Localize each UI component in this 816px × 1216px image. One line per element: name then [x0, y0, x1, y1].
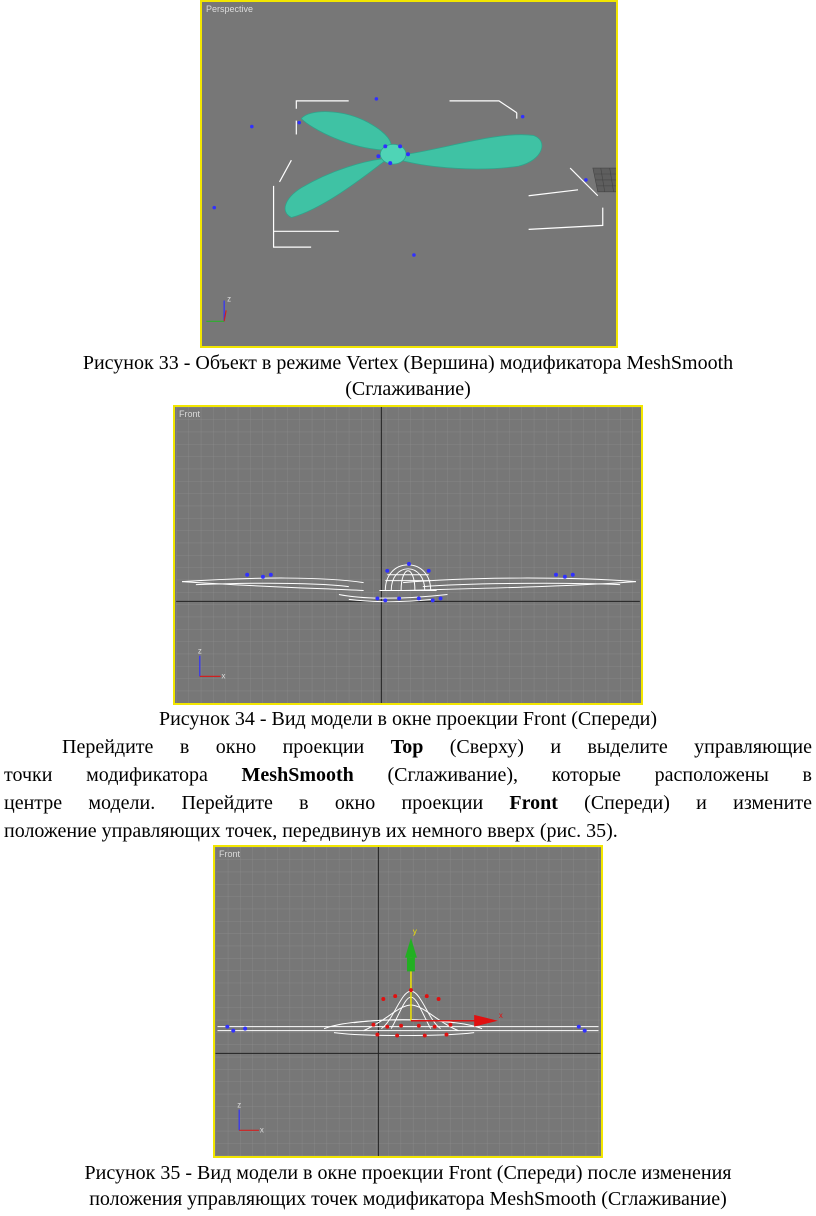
axis-z-label: z: [237, 1100, 242, 1110]
ground-grid-patch: [593, 168, 616, 192]
instruction-paragraph: [4, 733, 812, 845]
front-scene: [175, 407, 641, 703]
figure-34-front-viewport: [173, 405, 643, 705]
front-scene-moved: [215, 847, 601, 1156]
paragraph-line-1: Перейдите в окно проекции Top (Сверху) и выделите управляющие: [62, 736, 812, 758]
caption-35-line1: Рисунок 35 - Вид модели в окне проекции Front (Спереди) после изменения: [84, 1162, 732, 1184]
figure-33-perspective-viewport: [200, 0, 618, 348]
caption-34-line1: Рисунок 34 - Вид модели в окне проекции Front (Спереди): [158, 708, 658, 730]
axis-x-label: x: [221, 671, 226, 681]
propeller-blades: [285, 112, 542, 218]
caption-figure-35: [0, 1160, 816, 1212]
gizmo-x-label: x: [498, 1010, 503, 1020]
figure-35-front-viewport: [213, 845, 603, 1158]
perspective-scene: [202, 2, 616, 346]
axis-z-label: z: [197, 646, 202, 656]
paragraph-line-3: центре модели. Перейдите в окно проекции Front (Спереди) и измените: [4, 792, 813, 814]
caption-33-line1: Рисунок 33 - Объект в режиме Vertex (Вершина) модификатора MeshSmooth: [82, 352, 734, 374]
control-vertices: [212, 97, 587, 257]
viewport-label: Perspective: [206, 4, 254, 14]
gizmo-y-label: y: [412, 926, 417, 936]
caption-33-line2: (Сглаживание): [345, 378, 471, 400]
caption-35-line2: положения управляющих точек модификатора MeshSmooth (Сглаживание): [89, 1188, 727, 1210]
paragraph-line-2: точки модификатора MeshSmooth (Сглаживание), которые расположены в: [4, 764, 812, 786]
axis-z-label: z: [227, 294, 232, 304]
axis-x-label: x: [259, 1125, 264, 1135]
caption-figure-34: [0, 706, 816, 732]
caption-figure-33: [0, 350, 816, 402]
paragraph-line-4: положение управляющих точек, передвинув их немного вверх (рис. 35).: [4, 820, 618, 842]
axis-tripod: [206, 301, 226, 322]
